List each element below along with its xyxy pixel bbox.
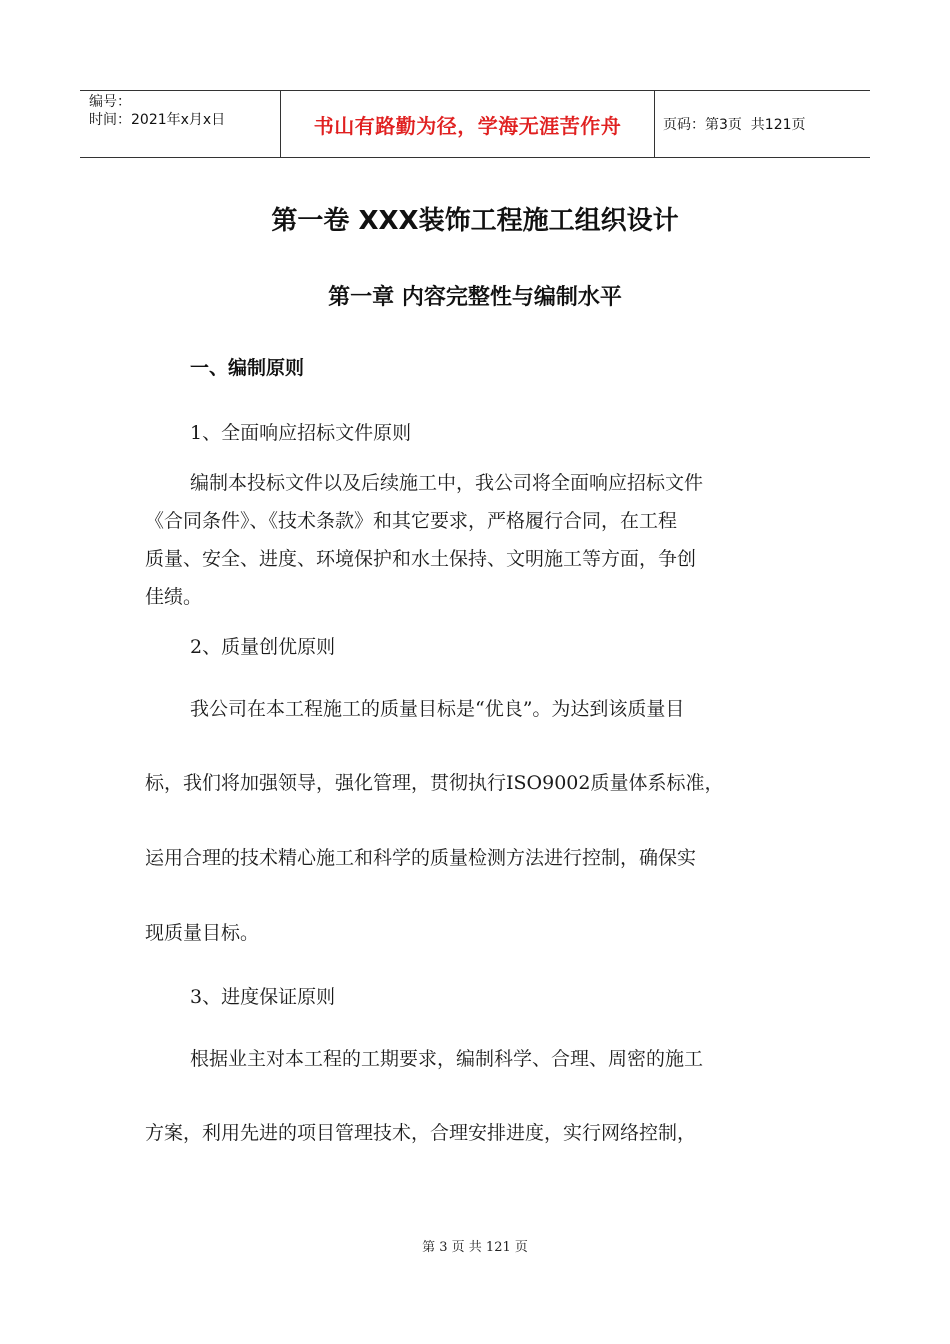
- section-heading: 一、编制原则: [190, 357, 305, 379]
- header-motto: 书山有路勤为径，学海无涯苦作舟: [281, 91, 655, 157]
- p2-line: 现质量目标。: [145, 922, 260, 944]
- page-header: [80, 90, 870, 158]
- header-page-label: [655, 91, 870, 157]
- p1-line: 质量、安全、进度、环境保护和水土保持、文明施工等方面，争创: [145, 548, 697, 570]
- p1-line: 佳绩。: [145, 586, 203, 608]
- p2-line: 标，我们将加强领导，强化管理，贯彻执行ISO9002质量体系标准，: [145, 772, 724, 794]
- page-footer: 第 3 页 共 121 页: [422, 1240, 528, 1255]
- p1-heading: 1、全面响应招标文件原则: [190, 422, 412, 444]
- p3-line: 根据业主对本工程的工期要求，编制科学、合理、周密的施工: [190, 1048, 704, 1070]
- p3-line: 方案，利用先进的项目管理技术，合理安排进度，实行网络控制，: [145, 1122, 697, 1144]
- p2-line: 运用合理的技术精心施工和科学的质量检测方法进行控制，确保实: [145, 847, 697, 869]
- time-label: 时间：2021年x月x日: [89, 112, 226, 128]
- header-meta: [80, 91, 281, 157]
- volume-title: 第一卷 XXX装饰工程施工组织设计: [271, 206, 679, 236]
- p1-line: 《合同条件》、《技术条款》和其它要求，严格履行合同，在工程: [145, 510, 678, 532]
- code-label: 编号：: [89, 94, 131, 110]
- p1-line: 编制本投标文件以及后续施工中，我公司将全面响应招标文件: [190, 472, 704, 494]
- chapter-title: 第一章 内容完整性与编制水平: [328, 285, 622, 310]
- p3-heading: 3、进度保证原则: [190, 986, 336, 1008]
- page-label-text: 页码：第3页 共121页: [663, 117, 806, 133]
- p2-heading: 2、质量创优原则: [190, 636, 336, 658]
- p2-line: 我公司在本工程施工的质量目标是“优良”。为达到该质量目: [190, 698, 685, 720]
